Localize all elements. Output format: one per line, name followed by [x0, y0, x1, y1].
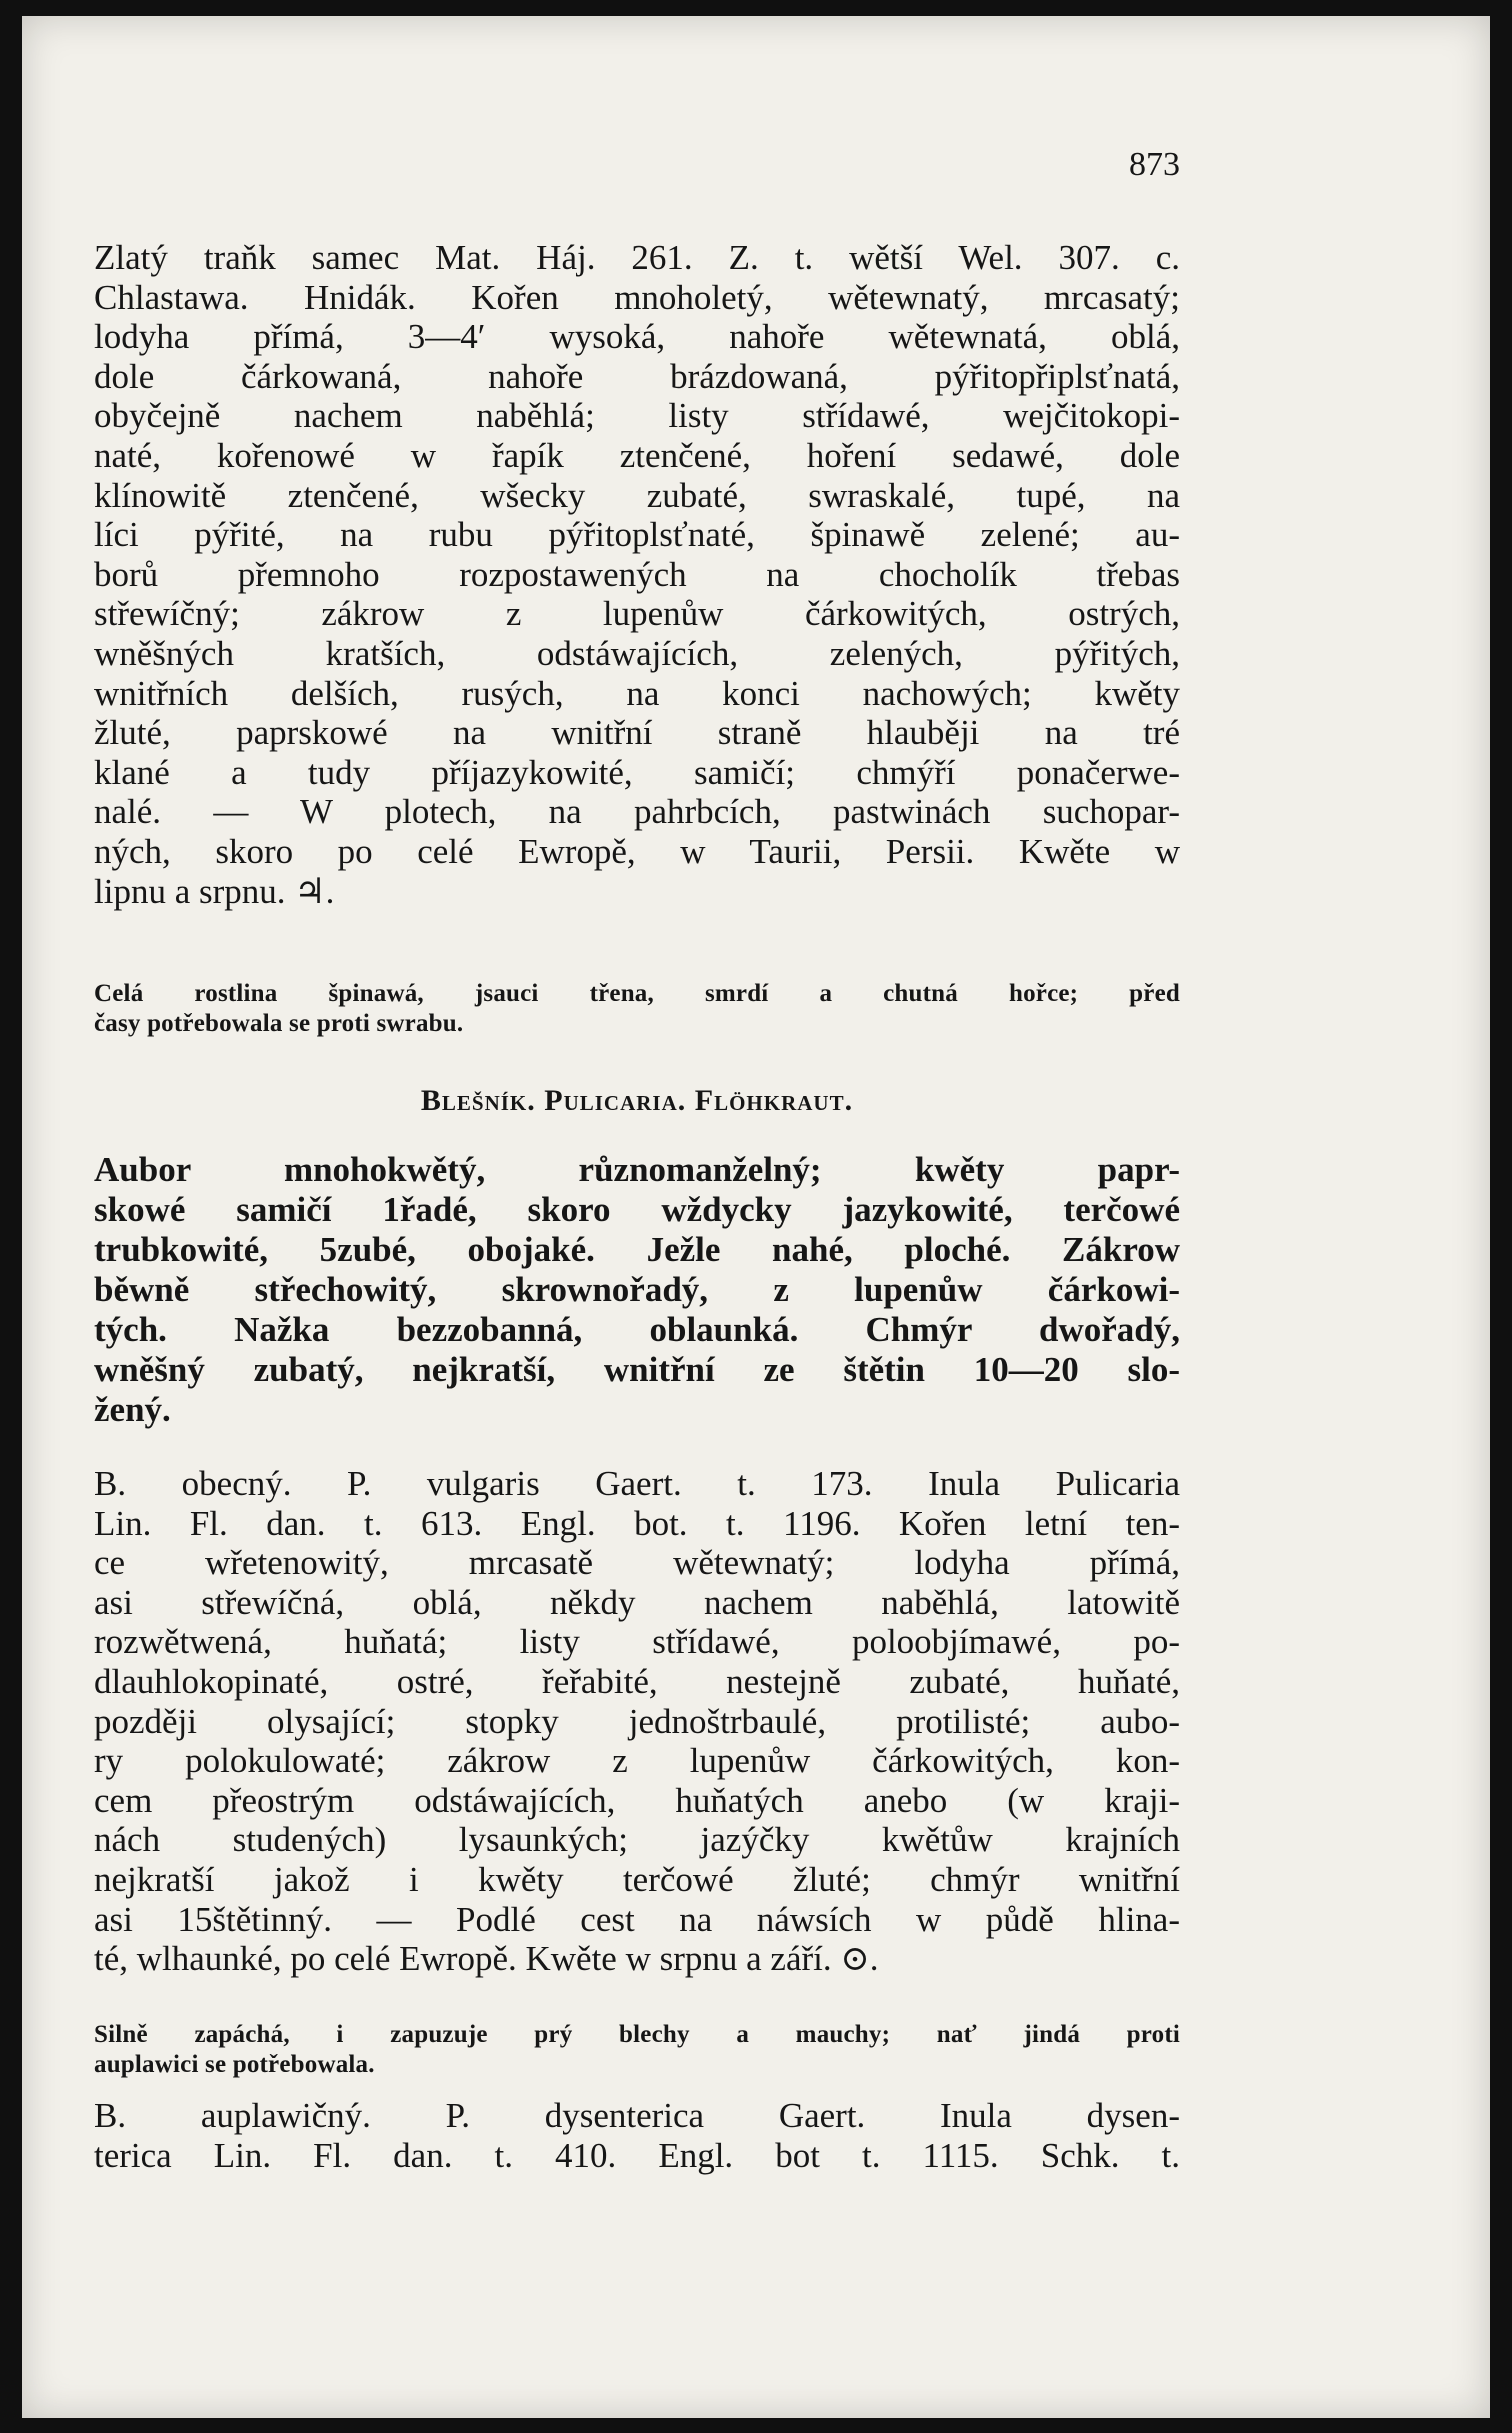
text-line: obyčejně nachem naběhlá; listy střídawé, wejčitokopi- [94, 396, 1180, 436]
text-line: dole čárkowaná, nahoře brázdowaná, pýřitopřiplsťnatá, [94, 356, 1180, 396]
note-line: auplawici se potřebowala. [94, 2051, 375, 2078]
species-description-block [94, 1464, 1180, 1979]
text-line: žluté, paprskowé na wnitřní straně hlauběji na tré [94, 713, 1180, 753]
text-line: rozwětwená, huňatá; listy střídawé, poloobjímawé, po- [94, 1622, 1180, 1662]
genus-heading: Blešník. Pulicaria. Flöhkraut. [420, 1084, 854, 1117]
species-description-block [94, 238, 1180, 911]
note-line: Silně zapáchá, i zapuzuje prý blechy a mauchy; nať jindá proti [94, 2021, 1180, 2048]
species-description-block [94, 2096, 1180, 2175]
genus-description [94, 1150, 1180, 1430]
text-line: Chlastawa. Hnidák. Kořen mnoholetý, wětewnatý, mrcasatý; [94, 277, 1180, 317]
text-line: klínowitě ztenčené, wšecky zubaté, swraskalé, tupé, na [94, 475, 1180, 515]
text-line: žený. [94, 1390, 171, 1429]
text-line: ry polokulowaté; zákrow z lupenůw čárkowitých, kon- [94, 1741, 1180, 1781]
text-line: asi 15štětinný. — Podlé cest na náwsích w půdě hlina- [94, 1899, 1180, 1939]
usage-note [94, 979, 1180, 1039]
text-line: nejkratší jakož i kwěty terčowé žluté; chmýr wnitřní [94, 1859, 1180, 1899]
text-line: terica Lin. Fl. dan. t. 410. Engl. bot t. 1115. Schk. t. [94, 2135, 1180, 2175]
note-line: časy potřebowala se proti swrabu. [94, 1010, 464, 1037]
text-line: lipnu a srpnu. ♃. [94, 871, 335, 911]
text-line: ných, skoro po celé Ewropě, w Taurii, Persii. Kwěte w [94, 831, 1180, 871]
text-line: B. auplawičný. P. dysenterica Gaert. Inula dysen- [94, 2096, 1180, 2135]
text-line: skowé samičí 1řadé, skoro wždycky jazykowité, terčowé [94, 1190, 1180, 1229]
text-line: líci pýřité, na rubu pýřitoplsťnaté, špinawě zelené; au- [94, 515, 1180, 555]
text-line: později olysající; stopky jednoštrbaulé, protilisté; aubo- [94, 1701, 1180, 1741]
text-line: ce wřetenowitý, mrcasatě wětewnatý; lodyha přímá, [94, 1543, 1180, 1583]
text-line: wněšných kratších, odstáwajících, zelených, pýřitých, [94, 633, 1180, 673]
text-line: běwně střechowitý, skrownořadý, z lupenůw čárkowi- [94, 1270, 1180, 1309]
text-line: cem přeostrým odstáwajících, huňatých anebo (w kraji- [94, 1780, 1180, 1820]
text-line: Zlatý traňk samec Mat. Háj. 261. Z. t. wětší Wel. 307. c. [94, 238, 1180, 277]
text-line: klané a tudy příjazykowité, samičí; chmýří ponačerwe- [94, 752, 1180, 792]
text-line: naté, kořenowé w řapík ztenčené, hoření sedawé, dole [94, 435, 1180, 475]
book-page [22, 16, 1490, 2418]
text-line: wnitřních delších, rusých, na konci nachowých; kwěty [94, 673, 1180, 713]
text-line: dlauhlokopinaté, ostré, řeřabité, nestejně zubaté, huňaté, [94, 1661, 1180, 1701]
text-line: B. obecný. P. vulgaris Gaert. t. 173. Inula Pulicaria [94, 1464, 1180, 1503]
text-line: nách studených) lysaunkých; jazýčky kwětůw krajních [94, 1820, 1180, 1860]
usage-note [94, 2020, 1180, 2080]
text-line: Lin. Fl. dan. t. 613. Engl. bot. t. 1196. Kořen letní ten- [94, 1503, 1180, 1543]
text-line: tých. Nažka bezzobanná, oblaunká. Chmýr dwořadý, [94, 1310, 1180, 1349]
text-line: střewíčný; zákrow z lupenůw čárkowitých, ostrých, [94, 594, 1180, 634]
page-number: 873 [1129, 146, 1180, 183]
text-line: Aubor mnohokwětý, různomanželný; kwěty papr- [94, 1150, 1180, 1189]
text-line: asi střewíčná, oblá, někdy nachem naběhlá, latowitě [94, 1582, 1180, 1622]
text-line: wněšný zubatý, nejkratší, wnitřní ze štětin 10—20 slo- [94, 1350, 1180, 1389]
text-line: lodyha přímá, 3—4′ wysoká, nahoře wětewnatá, oblá, [94, 317, 1180, 357]
text-line: té, wlhaunké, po celé Ewropě. Kwěte w srpnu a září. ⊙. [94, 1939, 879, 1979]
text-line: nalé. — W plotech, na pahrbcích, pastwinách suchopar- [94, 792, 1180, 832]
note-line: Celá rostlina špinawá, jsauci třena, smrdí a chutná hořce; před [94, 980, 1180, 1007]
text-line: trubkowité, 5zubé, obojaké. Ježle nahé, ploché. Zákrow [94, 1230, 1180, 1269]
text-line: borů přemnoho rozpostawených na chocholík třebas [94, 554, 1180, 594]
